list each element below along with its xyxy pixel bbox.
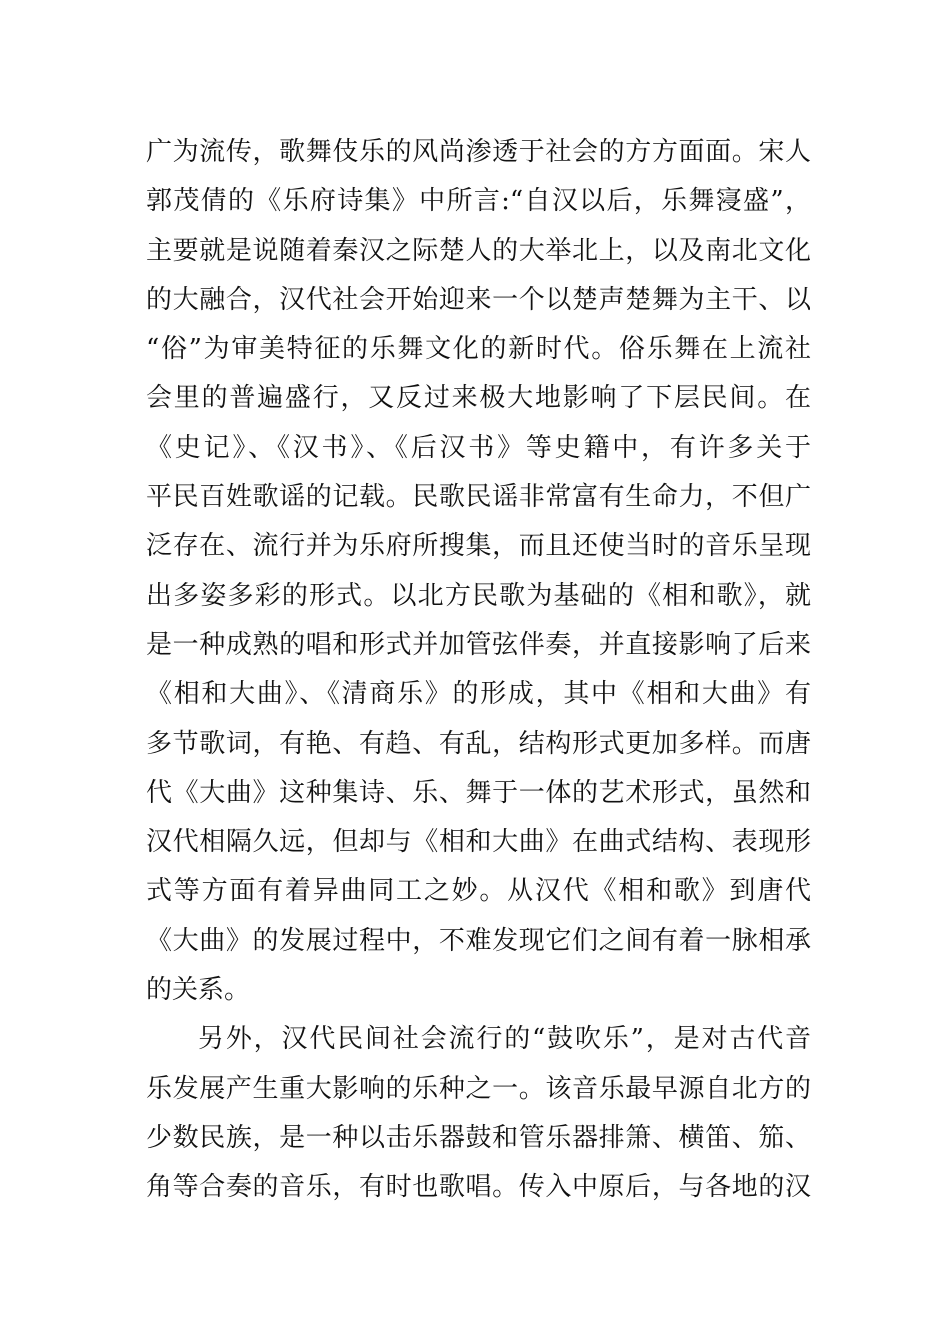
text-line: 泛存在、流行并为乐府所搜集，而且还使当时的音乐呈现 bbox=[146, 531, 811, 562]
text-line: 《史记》、《汉书》、《后汉书》等史籍中，有许多关于 bbox=[146, 432, 811, 463]
body-text bbox=[146, 128, 811, 1213]
text-line: 的大融合，汉代社会开始迎来一个以楚声楚舞为主干、以 bbox=[146, 284, 811, 315]
text-line: 《相和大曲》、《清商乐》的形成，其中《相和大曲》有 bbox=[146, 679, 811, 710]
text-line: 汉代相隔久远，但却与《相和大曲》在曲式结构、表现形 bbox=[146, 827, 811, 858]
text-line: “俗”为审美特征的乐舞文化的新时代。俗乐舞在上流社 bbox=[146, 334, 811, 365]
text-line: 是一种成熟的唱和形式并加管弦伴奏，并直接影响了后来 bbox=[146, 629, 811, 660]
text-line: 《大曲》的发展过程中，不难发现它们之间有着一脉相承 bbox=[146, 925, 811, 956]
text-line: 出多姿多彩的形式。以北方民歌为基础的《相和歌》，就 bbox=[146, 580, 811, 611]
text-line: 平民百姓歌谣的记载。民歌民谣非常富有生命力，不但广 bbox=[146, 482, 811, 513]
paragraph-start-line: 另外，汉代民间社会流行的“鼓吹乐”，是对古代音 bbox=[198, 1024, 811, 1055]
text-line: 乐发展产生重大影响的乐种之一。该音乐最早源自北方的 bbox=[146, 1073, 811, 1104]
text-line: 角等合奏的音乐，有时也歌唱。传入中原后，与各地的汉 bbox=[146, 1172, 811, 1203]
text-line: 少数民族，是一种以击乐器鼓和管乐器排箫、横笛、笳、 bbox=[146, 1122, 811, 1153]
paragraph-end-line: 的关系。 bbox=[146, 975, 251, 1006]
text-line: 多节歌词，有艳、有趋、有乱，结构形式更加多样。而唐 bbox=[146, 728, 811, 759]
text-line: 广为流传，歌舞伎乐的风尚渗透于社会的方方面面。宋人 bbox=[146, 137, 811, 167]
text-line: 会里的普遍盛行，又反过来极大地影响了下层民间。在 bbox=[146, 383, 811, 414]
text-line: 代《大曲》这种集诗、乐、舞于一体的艺术形式，虽然和 bbox=[146, 777, 811, 808]
text-line: 郭茂倩的《乐府诗集》中所言:“自汉以后，乐舞寖盛”， bbox=[146, 186, 811, 217]
text-line: 主要就是说随着秦汉之际楚人的大举北上，以及南北文化 bbox=[146, 235, 811, 266]
text-line: 式等方面有着异曲同工之妙。从汉代《相和歌》到唐代 bbox=[146, 876, 811, 907]
